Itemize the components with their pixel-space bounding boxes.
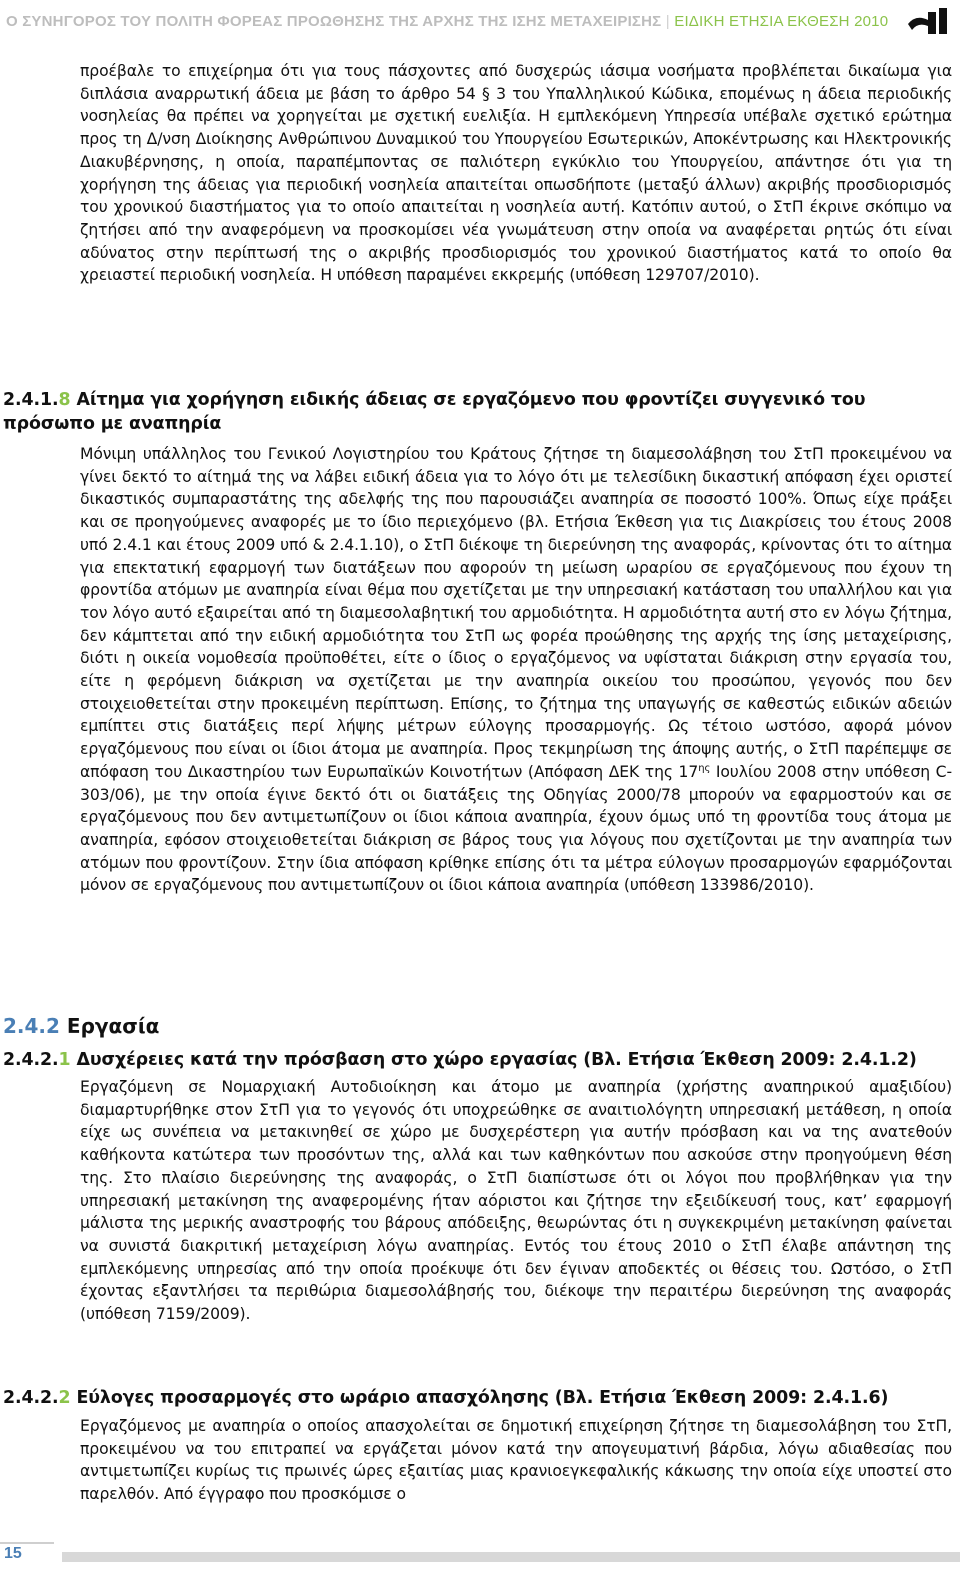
heading-number: 2.4.1.	[3, 390, 59, 410]
heading-number: 2.4.2.	[3, 1388, 59, 1408]
superscript-ordinal: ης	[698, 762, 711, 774]
footer-bar	[62, 1552, 960, 1562]
heading-number-green: 8	[58, 390, 71, 410]
paragraph-2-part-a: Μόνιμη υπάλληλος του Γενικού Λογιστηρίου του Κράτους ζήτησε τη διαμεσολάβηση του ΣτΠ προκειμένου να γίνει δεκτό το αίτημά της να λάβει ειδική άδεια για το λόγο ότι με τελεσίδικη δικαστική απόφαση έχει οριστεί δικαστικός συμπαραστάτης της αδελφής της που παρουσιάζει αναπηρία σε ποσοστό 100%. Όπως είχε πράξει και σε προηγούμενες αναφορές με το ίδιο περιεχόμενο (βλ. Ετήσια Έκθεση για τις Διακρίσεις του έτους 2008 υπό 2.4.1 και έτους 2009 υπό & 2.4.1.10), ο ΣτΠ διέκοψε τη διερεύνηση της αναφοράς, κρίνοντας ότι το αίτημα για επεκτατική εφαρμογή των διατάξεων που αφορούν τη μείωση ωραρίου σε εργαζόμενους που έχουν τη φροντίδα ατόμων με αναπηρία είναι θέμα που σχετίζεται με την υπηρεσιακή κατάσταση του υπαλλήλου και για τον λόγο αυτό εξαιρείται από τη διαμεσολαβητική του αρμοδιότητα. Η αρμοδιότητα αυτή στο εν λόγω ζήτημα, δεν κάμπτεται από την ειδική αρμοδιότητα του ΣτΠ ως φορέα προώθησης της αρχής της ίσης μεταχείρισης, διότι η οικεία νομοθεσία προϋποθέτει, είτε ο ίδιος ο εργαζόμενος να υφίσταται διάκριση στην εργασία του, είτε η φερόμενη διάκριση να σχετίζεται με την αναπηρία οικείου του προσώπου, γεγονός που δεν στοιχειοθετείται στην προκειμένη περίπτωση. Επίσης, το ζήτημα της υπαγωγής σε καθεστώς ειδικών αδειών εμπίπτει στις διατάξεις περί λήψης μέτρων εύλογης προσαρμογής. Ως τέτοιο ωστόσο, αφορά μόνον εργαζόμενους που είναι οι ίδιοι άτομα με αναπηρία. Προς τεκμηρίωση της άποψης αυτής, ο ΣτΠ παρέπεμψε σε απόφαση του Δικαστηρίου των Ευρωπαϊκών Κοινοτήτων (Απόφαση ΔΕΚ της 17	[80, 445, 952, 781]
heading-number-green: 1	[58, 1050, 71, 1070]
page-number: 15	[4, 1545, 22, 1562]
paragraph-3: Εργαζόμενη σε Νομαρχιακή Αυτοδιοίκηση και άτομο με αναπηρία (χρήστης αναπηρικού αμαξιδίου) διαμαρτυρήθηκε στον ΣτΠ για το γεγονός ότι υποχρεώθηκε σε αναιτιολόγητη υπηρεσιακή μετάθεση, η οποία είχε ως συνέπεια να μετακινηθεί σε χώρο με δυσχερέστερη για αυτήν πρόσβαση και να της ανατεθούν καθήκοντα κατώτερα των προσόντων της, αλλά και των καθηκόντων που ασκούσε στην προηγούμενη θέση της. Στο πλαίσιο διερεύνησης της αναφοράς, ο ΣτΠ διαπίστωσε ότι οι λόγοι που προβλήθηκαν για την υπηρεσιακή μετακίνηση της αναφερομένης ήταν αόριστοι και ζήτησε την εξειδίκευσή τους, κατ’ εφαρμογή μάλιστα της μερικής αναστροφής του βάρους απόδειξης, θεωρώντας ότι η συγκεκριμένη μετακίνηση φαίνεται να συνιστά διακριτική μεταχείριση λόγω αναπηρίας. Εντός του έτους 2010 ο ΣτΠ έλαβε απάντηση της εμπλεκόμενης υπηρεσίας από την οποία προέκυψε ότι δεν έγιναν αποδεκτές οι θέσεις του. Ωστόσο, ο ΣτΠ έχοντας εξαντλήσει τα περιθώρια διαμεσολάβησής του, διέκοψε την περαιτέρω διερεύνηση της αναφοράς (υπόθεση 7159/2009).	[80, 1078, 952, 1324]
content-2-4-1-8	[80, 443, 952, 897]
heading-number-green: 2	[58, 1388, 71, 1408]
heading-2-4-2-2	[3, 1386, 960, 1410]
content-2-4-2-2	[80, 1415, 952, 1506]
content-2-4-2-1	[80, 1076, 952, 1326]
ombudsman-logo-icon	[906, 4, 950, 40]
page-header	[0, 0, 960, 48]
paragraph-1: προέβαλε το επιχείρημα ότι για τους πάσχοντες από δυσχερώς ιάσιμα νοσήματα προβλέπεται δικαίωμα για διπλάσια αναρρωτική άδεια με βάση το άρθρο 54 § 3 του Υπαλληλικού Κώδικα, επομένως η άδεια περιοδικής νοσηλείας θα πρέπει να χορηγείται με σχετική ευελιξία. Η εμπλεκόμενη Υπηρεσία υπέβαλε σχετικό ερώτημα προς τη Δ/νση Διοίκησης Ανθρώπινου Δυναμικού του Υπουργείου Εσωτερικών, Αποκέντρωσης και Ηλεκτρονικής Διακυβέρνησης, η οποία, παραπέμποντας σε παλιότερη εγκύκλιο του Υπουργείου, απάντησε ότι για τη χορήγηση της άδειας για περιοδική νοσηλεία απαιτείται οπωσδήποτε (μεταξύ άλλων) ακριβής προσδιορισμός του χρονικού διαστήματος για το οποίο απαιτείται η νοσηλεία αυτή. Κατόπιν αυτού, ο ΣτΠ έκρινε σκόπιμο να ζητήσει από την αναφερόμενη να προσκομίσει νέα γνωμάτευση στην οποία να αναφέρεται ρητώς ότι είναι αδύνατος στην περίπτωσή της ο ακριβής προσδιορισμός του χρονικού διαστήματος κατά το οποίο θα χρειαστεί περιοδική νοσηλεία. Η υπόθεση παραμένει εκκρεμής (υπόθεση 129707/2010).	[80, 62, 952, 285]
heading-text: Εύλογες προσαρμογές στο ωράριο απασχόλησης (Βλ. Ετήσια Έκθεση 2009: 2.4.1.6)	[70, 1388, 889, 1408]
content-top	[80, 60, 952, 287]
footer-rule	[0, 1542, 54, 1544]
header-separator: |	[665, 13, 670, 30]
section-title: Εργασία	[59, 1014, 160, 1038]
header-report: ΕΙΔΙΚΗ ΕΤΗΣΙΑ ΕΚΘΕΣΗ 2010	[674, 13, 889, 30]
paragraph-4: Εργαζόμενος με αναπηρία ο οποίος απασχολείται σε δημοτική επιχείρηση ζήτησε τη διαμεσολάβηση του ΣτΠ, προκειμένου να του επιτραπεί να εργάζεται μόνον κατά την απογευματινή βάρδια, λόγω αδιαθεσίας που αντιμετωπίζει κυρίως τις πρωινές ώρες εξαιτίας μιας κρανιοεγκεφαλικής κάκωσης την οποία είχε υποστεί στο παρελθόν. Από έγγραφο που προσκόμισε ο	[80, 1417, 952, 1504]
header-org: Ο ΣΥΝΗΓΟΡΟΣ ΤΟΥ ΠΟΛΙΤΗ	[6, 13, 214, 30]
section-2-4-2	[3, 1014, 960, 1038]
running-header	[6, 13, 888, 30]
section-number: 2.4.2	[3, 1014, 60, 1038]
paragraph-2	[80, 443, 952, 897]
heading-text-line2: πρόσωπο με αναπηρία	[3, 414, 222, 434]
heading-number: 2.4.2.	[3, 1050, 59, 1070]
header-body: ΦΟΡΕΑΣ ΠΡΟΩΘΗΣΗΣ ΤΗΣ ΑΡΧΗΣ ΤΗΣ ΙΣΗΣ ΜΕΤΑΧΕΙΡΙΣΗΣ	[217, 13, 662, 30]
heading-text: Δυσχέρειες κατά την πρόσβαση στο χώρο εργασίας (Βλ. Ετήσια Έκθεση 2009: 2.4.1.2)	[70, 1050, 917, 1070]
heading-2-4-1-8	[3, 388, 953, 436]
heading-text-line1: Αίτημα για χορήγηση ειδικής άδειας σε εργαζόμενο που φροντίζει συγγενικό του	[70, 390, 866, 410]
heading-2-4-2-1	[3, 1048, 960, 1072]
paragraph-2-part-b: Ιουλίου 2008 στην υπόθεση C-303/06), με την οποία έγινε δεκτό ότι οι διατάξεις της Οδηγίας 2000/78 μπορούν να εφαρμοστούν και σε εργαζόμενους που δεν αντιμετωπίζουν οι ίδιοι κάποια αναπηρία, έχουν όμως υπό τη φροντίδα τους άτομα με αναπηρία, εφόσον στοιχειοθετείται διάκριση σε βάρος τους για λόγους που σχετίζονται με την αναπηρία των ατόμων που φροντίζουν. Στην ίδια απόφαση κρίθηκε επίσης ότι τα μέτρα εύλογων προσαρμογών εφαρμόζονται μόνον σε εργαζόμενους που αντιμετωπίζουν οι ίδιοι κάποια αναπηρία (υπόθεση 133986/2010).	[80, 762, 952, 895]
